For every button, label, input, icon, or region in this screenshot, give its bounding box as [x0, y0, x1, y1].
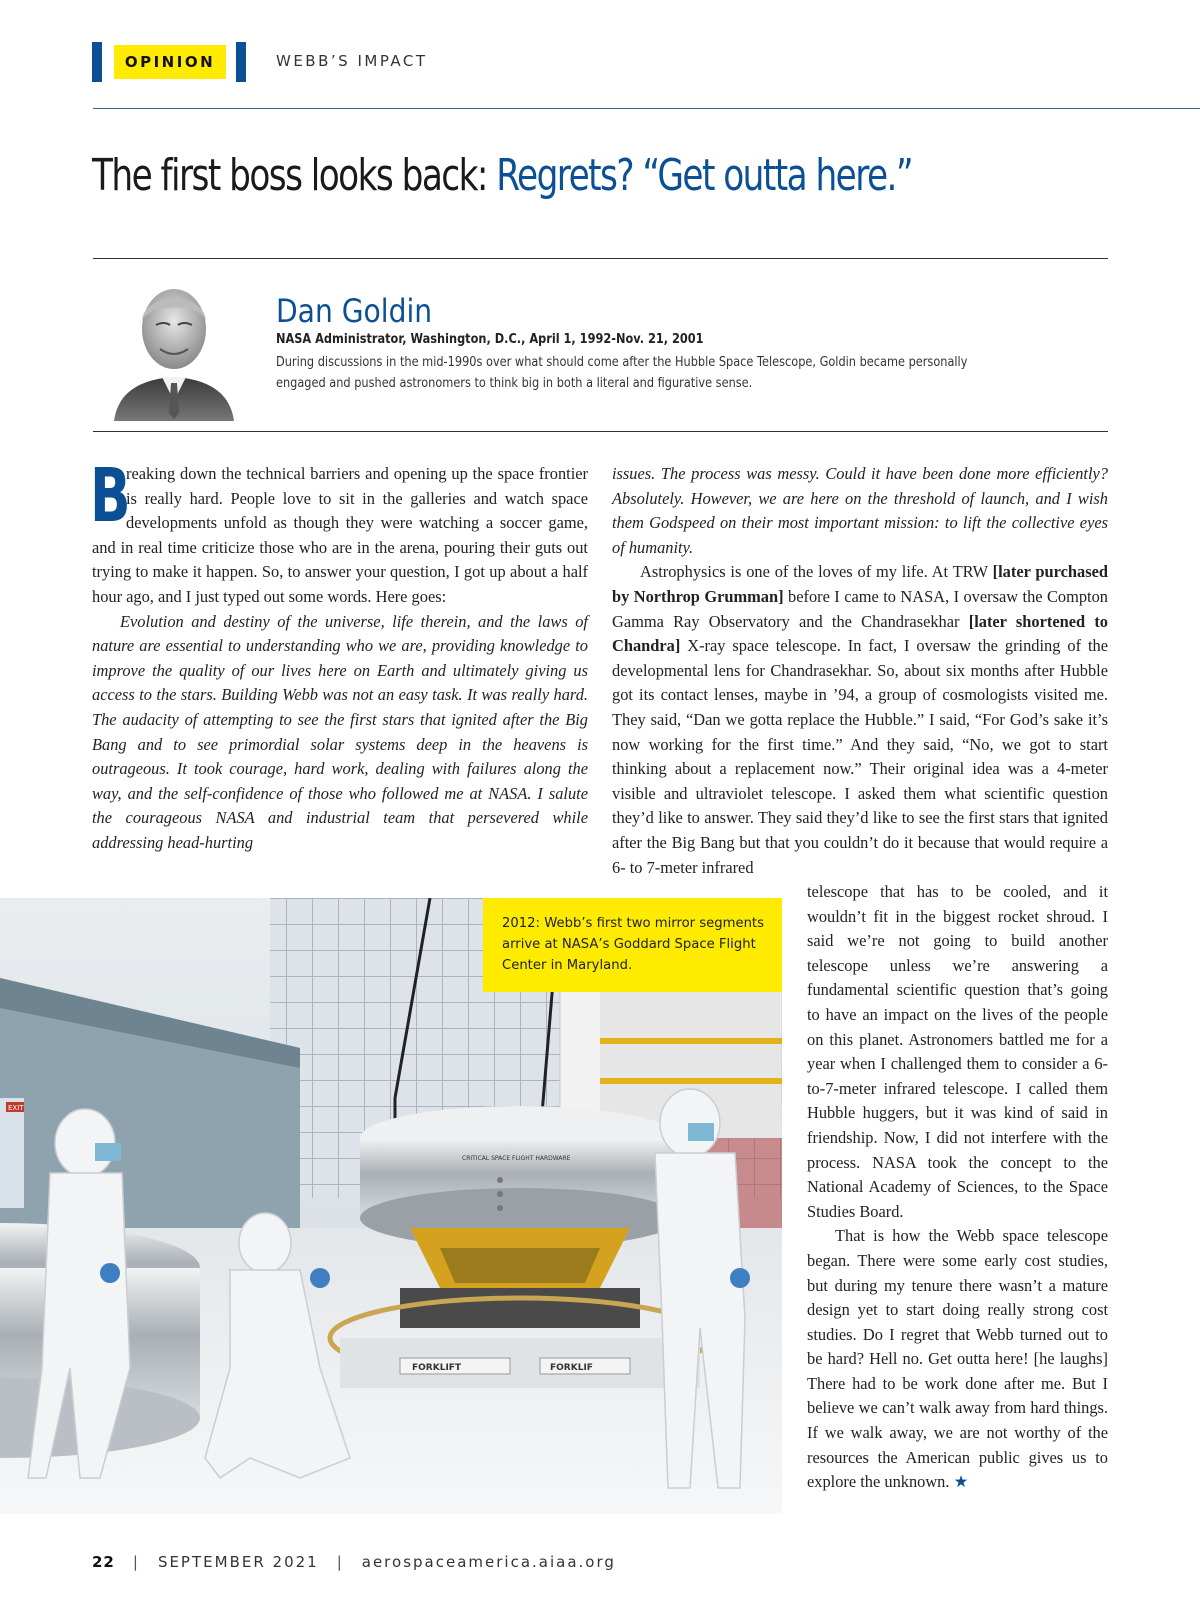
header-bar-left — [92, 42, 102, 82]
footer-separator: | — [336, 1553, 344, 1571]
author-name: Dan Goldin — [276, 292, 433, 330]
paragraph-intro: reaking down the technical barriers and opening up the space frontier is really hard. People love to sit in the galleries and watch space developments unfold as though they were watching a soccer game, and in real time criticize those who are in the arena, pouring their guts out trying to make it happen. So, to answer your question, I got up about a half hour ago, and I just typed out some words. Here goes: — [92, 464, 588, 606]
rule-below-profile — [93, 431, 1108, 432]
author-bio: During discussions in the mid-1990s over what should come after the Hubble Space Telescope, Goldin became personally engaged and pushed astronomers to think big in both a literal and figurative sense. — [276, 354, 968, 391]
forklift-label-2: FORKLIF — [550, 1363, 593, 1373]
drop-cap: B — [90, 453, 131, 539]
article-column-left — [90, 453, 588, 856]
rule-above-profile — [93, 258, 1108, 259]
article-column-right — [612, 462, 1108, 880]
issue-date: SEPTEMBER 2021 — [157, 1553, 319, 1571]
author-portrait — [108, 273, 240, 421]
forklift-label-1: FORKLIFT — [412, 1363, 462, 1373]
end-star-icon: ★ — [953, 1472, 969, 1492]
article-column-right-narrow — [807, 880, 1108, 1495]
photo-caption: 2012: Webb’s first two mirror segments arrive at NASA’s Goddard Space Flight Center in Maryland. — [483, 898, 782, 992]
bold-note-northrop: [later purchased by Northrop Grumman] — [612, 562, 1108, 606]
quote-part-1: Evolution and destiny of the universe, life therein, and the laws of nature are essential to understanding who we are, providing knowledge to improve the quality of our lives here on Earth and ultimately giving us access to the stars. Building Webb was not an easy task. It was really hard. The audacity of attempting to see the first stars that ignited after the Big Bang and to see primordial solar systems deep in the heavens is outrageous. It took courage, hard work, dealing with failures along the way, and the self-confidence of those who followed me at NASA. I salute the courageous NASA and industrial team that persevered while addressing head-hurting — [92, 611, 588, 852]
website-link[interactable]: aerospaceamerica.aiaa.org — [361, 1553, 616, 1571]
container-label: CRITICAL SPACE FLIGHT HARDWARE — [462, 1155, 571, 1162]
section-label: WEBB’S IMPACT — [276, 52, 428, 70]
bold-note-chandra: [later shortened to Chandra] — [612, 611, 1108, 656]
opinion-tag: OPINION — [114, 45, 226, 79]
page-title — [92, 150, 912, 201]
page-footer — [92, 1553, 616, 1571]
author-role: NASA Administrator, Washington, D.C., April 1, 1992-Nov. 21, 2001 — [276, 331, 704, 347]
quote-part-2: issues. The process was messy. Could it have been done more efficiently? Absolutely. However, we are here on the threshold of launch, and I wish them Godspeed on their most important mission: to lift the collective eyes of humanity. — [612, 464, 1108, 557]
paragraph-trw: Astrophysics is one of the loves of my life. At TRW [later purchased by Northrop Grumman] before I came to NASA, I oversaw the Compton Gamma Ray Observatory and the Chandrasekhar [later shortened to Chandra] X-ray space telescope. In fact, I oversaw the grinding of the developmental lens for Chandrasekhar. So, about six months after Hubble got its contact lenses, maybe in ’94, a group of cosmologists visited me. They said, “Dan we gotta replace the Hubble.” I said, “For God’s sake it’s now working for the first time.” And they said, “No, we got to start thinking about a replacement now.” Their original idea was a 4-meter visible and ultraviolet telescope. I asked them what scientific question they’d like to answer. They said they’d like to see the first stars that ignited after the Big Bang but that you couldn’t do it because that would require a 6- to 7-meter infrared — [612, 562, 1108, 877]
headline-part-black: The first boss looks back: — [92, 150, 497, 201]
paragraph-telescope: telescope that has to be cooled, and it wouldn’t fit in the biggest rocket shroud. I said we’re not going to build another telescope unless we’re answering a fundamental scientific question that’s going to have an impact on the lives of the people on this planet. Astronomers battled me for a year when I challenged them to consider a 6-to-7-meter infrared telescope. I called them Hubble huggers, but it was kind of said in friendship. Now, I did not interfere with the process. NASA took the concept to the National Academy of Sciences, to the Space Studies Board. — [807, 882, 1108, 1221]
header-bar-right — [236, 42, 246, 82]
header-rule — [93, 108, 1200, 109]
exit-sign: EXIT — [8, 1104, 24, 1112]
footer-separator: | — [132, 1553, 140, 1571]
headline-part-blue: Regrets? “Get outta here.” — [496, 150, 913, 201]
page-number: 22 — [92, 1553, 115, 1571]
paragraph-webb-began: That is how the Webb space telescope began. There were some early cost studies, but during my tenure there wasn’t a mature design yet to start doing really strong cost studies. Do I regret that Webb turned out to be hard? Hell no. Get outta here! [he laughs] There had to be work done after me. But I believe we can’t walk away from hard things. If we walk away, we are not worthy of the resources the American public gives us to explore the unknown. ★ — [807, 1226, 1108, 1492]
